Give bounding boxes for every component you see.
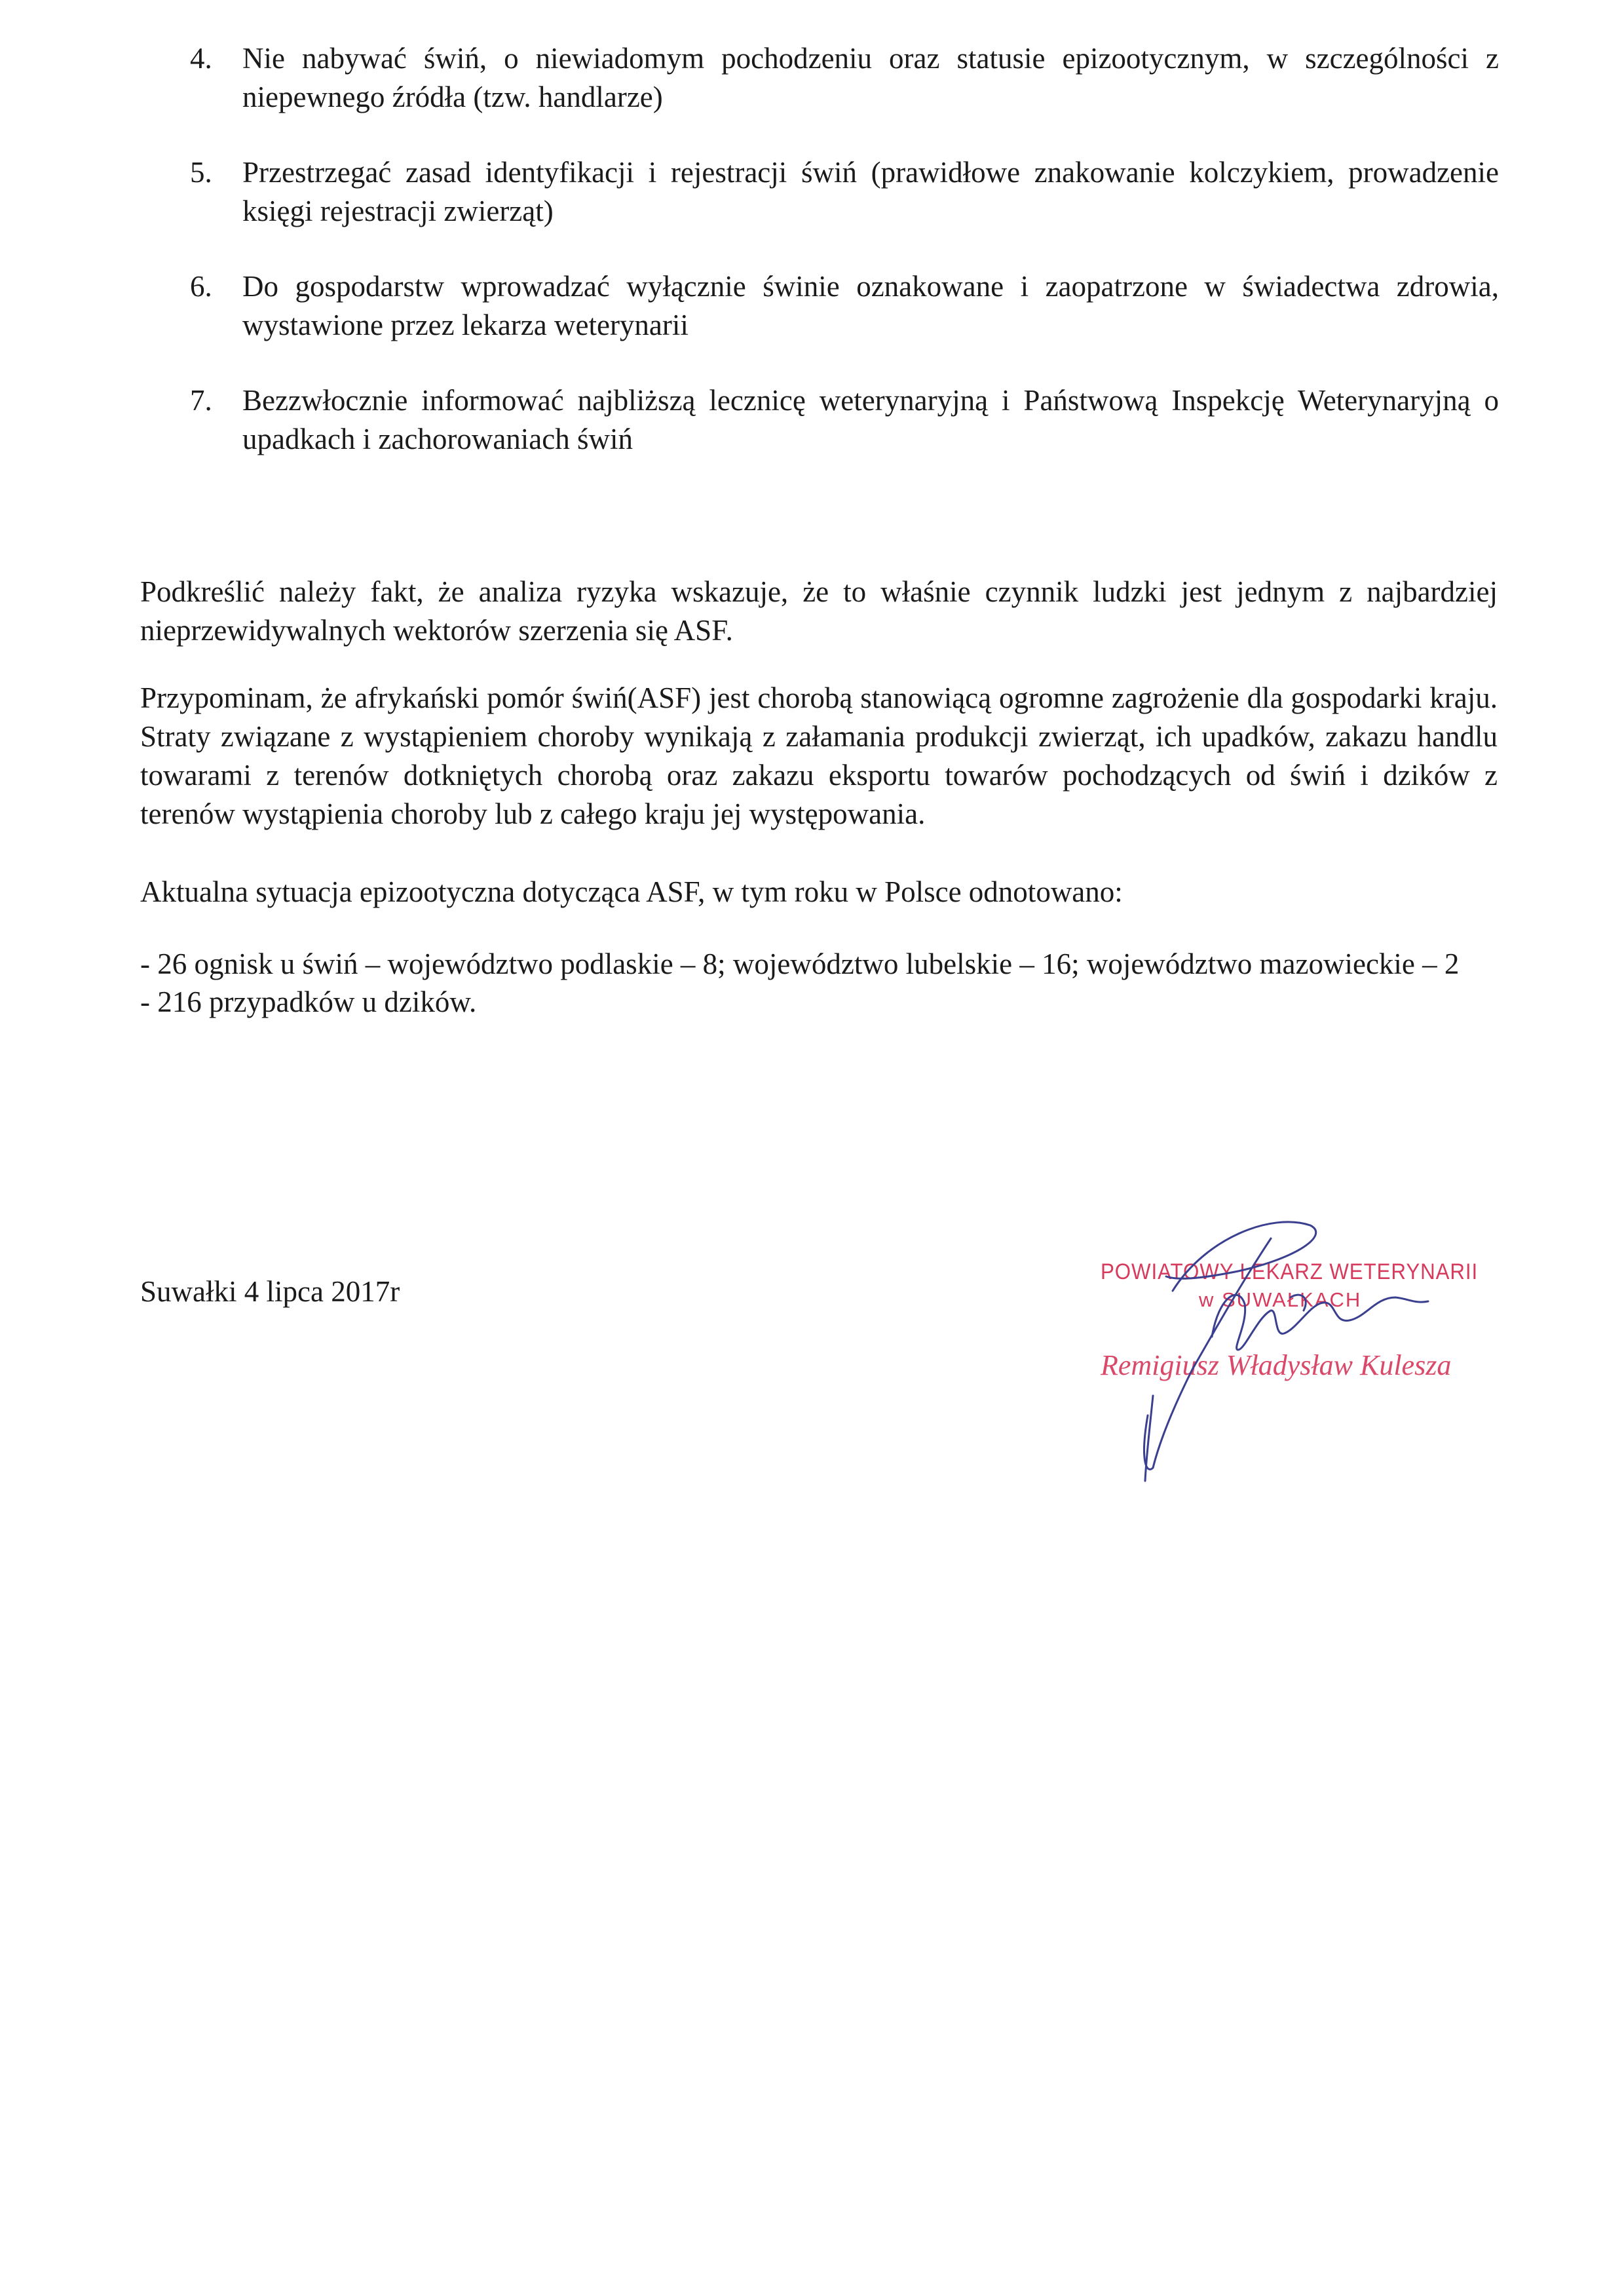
list-item xyxy=(190,39,1499,117)
list-item: - 216 przypadków u dzików. xyxy=(140,985,477,1018)
list-item: - 26 ognisk u świń – województwo podlaskie – 8; województwo lubelskie – 16; województwo mazowieckie – 2 xyxy=(140,947,1460,980)
list-item xyxy=(190,267,1499,345)
list-number: 7. xyxy=(190,384,212,417)
list-item xyxy=(190,381,1499,459)
stamp-name: Remigiusz Władysław Kulesza xyxy=(1101,1349,1452,1381)
reminder-paragraph: Przypominam, że afrykański pomór świń(ASF) jest chorobą stanowiącą ogromne zagrożenie dla gospodarki kraju. Straty związane z wystąpieniem choroby wynikają z załamania produkcji zwierząt, ich upadków, zakazu handlu towarami z terenów dotkniętych chorobą oraz zakazu eksportu towarów pochodzących od świń i dzików z terenów wystąpienia choroby lub z całego kraju jej występowania. xyxy=(140,681,1498,830)
handwritten-signature xyxy=(1074,1199,1441,1487)
numbered-list xyxy=(190,39,1499,495)
list-item xyxy=(190,153,1499,231)
list-number: 5. xyxy=(190,156,212,189)
list-number: 6. xyxy=(190,270,212,303)
list-text: Do gospodarstw wprowadzać wyłącznie świnie oznakowane i zaopatrzone w świadectwa zdrowia, wystawione przez lekarza weterynarii xyxy=(242,270,1499,341)
list-text: Nie nabywać świń, o niewiadomym pochodzeniu oraz statusie epizootycznym, w szczególności z niepewnego źródła (tzw. handlarze) xyxy=(242,42,1499,113)
stamp-title: POWIATOWY LEKARZ WETERYNARII xyxy=(1101,1259,1479,1284)
list-text: Bezzwłocznie informować najbliższą lecznicę weterynaryjną i Państwową Inspekcję Weterynaryjną o upadkach i zachorowaniach świń xyxy=(242,384,1499,455)
list-text: Przestrzegać zasad identyfikacji i rejestracji świń (prawidłowe znakowanie kolczykiem, prowadzenie księgi rejestracji zwierząt) xyxy=(242,156,1499,227)
risk-paragraph: Podkreślić należy fakt, że analiza ryzyka wskazuje, że to właśnie czynnik ludzki jest jednym z najbardziej nieprzewidywalnych wektorów szerzenia się ASF. xyxy=(140,575,1498,647)
statistics-list xyxy=(140,945,1498,1021)
stamp-city: w SUWAŁKACH xyxy=(1199,1288,1362,1311)
list-number: 4. xyxy=(190,42,212,75)
place-and-date: Suwałki 4 lipca 2017r xyxy=(140,1275,400,1308)
situation-paragraph: Aktualna sytuacja epizootyczna dotycząca ASF, w tym roku w Polsce odnotowano: xyxy=(140,875,1123,908)
